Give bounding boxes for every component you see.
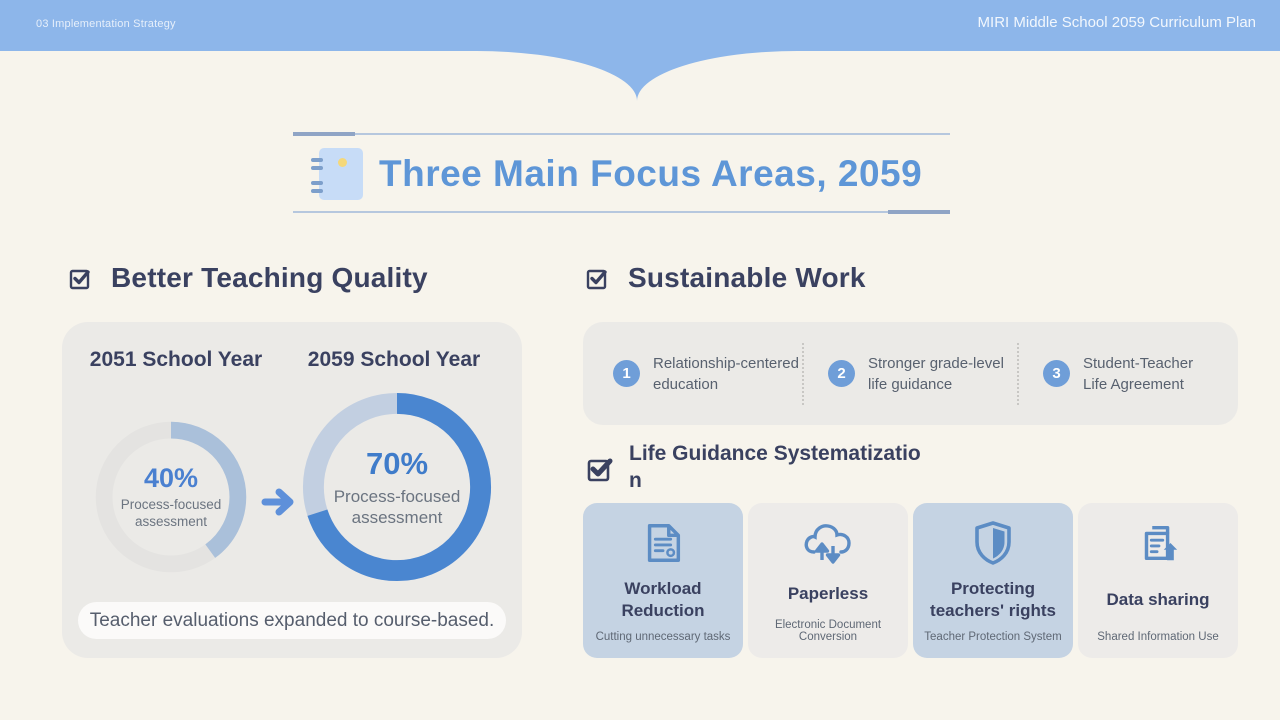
card-title: Workload Reduction — [621, 578, 705, 620]
document-lines-icon — [640, 517, 686, 569]
focus-cards-row — [583, 503, 1238, 658]
card-protecting-teachers-rights — [913, 503, 1073, 658]
donut-label-2051: Process-focused assessment — [120, 497, 222, 529]
comparison-card — [62, 322, 522, 658]
card-subtitle: Teacher Protection System — [924, 631, 1062, 643]
card-subtitle: Shared Information Use — [1097, 631, 1219, 643]
notebook-icon — [311, 148, 363, 200]
number-badge: 2 — [828, 360, 855, 387]
shield-icon — [972, 517, 1014, 569]
numbered-item-2 — [802, 343, 1017, 405]
right-section-heading — [585, 262, 866, 294]
number-badge: 3 — [1043, 360, 1070, 387]
numbered-points-card — [583, 322, 1238, 425]
arrow-right-icon — [260, 484, 300, 520]
card-subtitle: Cutting unnecessary tasks — [595, 631, 731, 643]
checkbox-icon — [68, 266, 93, 291]
card-subtitle: Electronic Document Conversion — [774, 619, 882, 643]
year-label-before: 2051 School Year — [89, 348, 263, 371]
card-data-sharing — [1078, 503, 1238, 658]
card-title: Data sharing — [1106, 589, 1210, 609]
numbered-item-text: Stronger grade-level life guidance — [868, 354, 1004, 393]
life-guidance-title: Life Guidance Systematizatio n — [629, 442, 921, 493]
document-upload-icon — [1135, 517, 1181, 569]
cloud-sync-icon — [802, 517, 854, 569]
title-bottom-rule — [293, 211, 950, 213]
numbered-item-1 — [589, 353, 802, 395]
number-badge: 1 — [613, 360, 640, 387]
life-guidance-heading — [585, 440, 921, 495]
header-band — [0, 0, 1280, 51]
donut-chart-2059 — [302, 392, 492, 582]
checkbox-icon — [585, 453, 615, 483]
card-title: Paperless — [787, 583, 869, 603]
checkbox-icon — [585, 266, 610, 291]
card-paperless — [748, 503, 908, 658]
left-section-title: Better Teaching Quality — [111, 262, 428, 293]
card-title: Protecting teachers' rights — [930, 578, 1056, 620]
page-title: Three Main Focus Areas, 2059 — [379, 153, 923, 194]
header-notch — [477, 51, 797, 101]
donut-percent-2051: 40% — [143, 463, 199, 494]
donut-percent-2059: 70% — [365, 445, 429, 481]
title-block — [293, 133, 950, 213]
numbered-item-text: Relationship-centered education — [653, 354, 799, 393]
card-workload-reduction — [583, 503, 743, 658]
document-title: MIRI Middle School 2059 Curriculum Plan — [977, 14, 1256, 31]
title-top-rule — [293, 133, 950, 135]
donut-chart-2051 — [95, 421, 247, 573]
donut-label-2059: Process-focused assessment — [333, 486, 461, 527]
numbered-item-3 — [1017, 343, 1232, 405]
year-label-after: 2059 School Year — [307, 348, 481, 371]
section-label: 03 Implementation Strategy — [36, 18, 176, 30]
caption-pill: Teacher evaluations expanded to course-based. — [78, 602, 506, 639]
right-section-title: Sustainable Work — [628, 262, 866, 293]
numbered-item-text: Student-Teacher Life Agreement — [1083, 354, 1194, 393]
left-section-heading — [68, 262, 428, 294]
